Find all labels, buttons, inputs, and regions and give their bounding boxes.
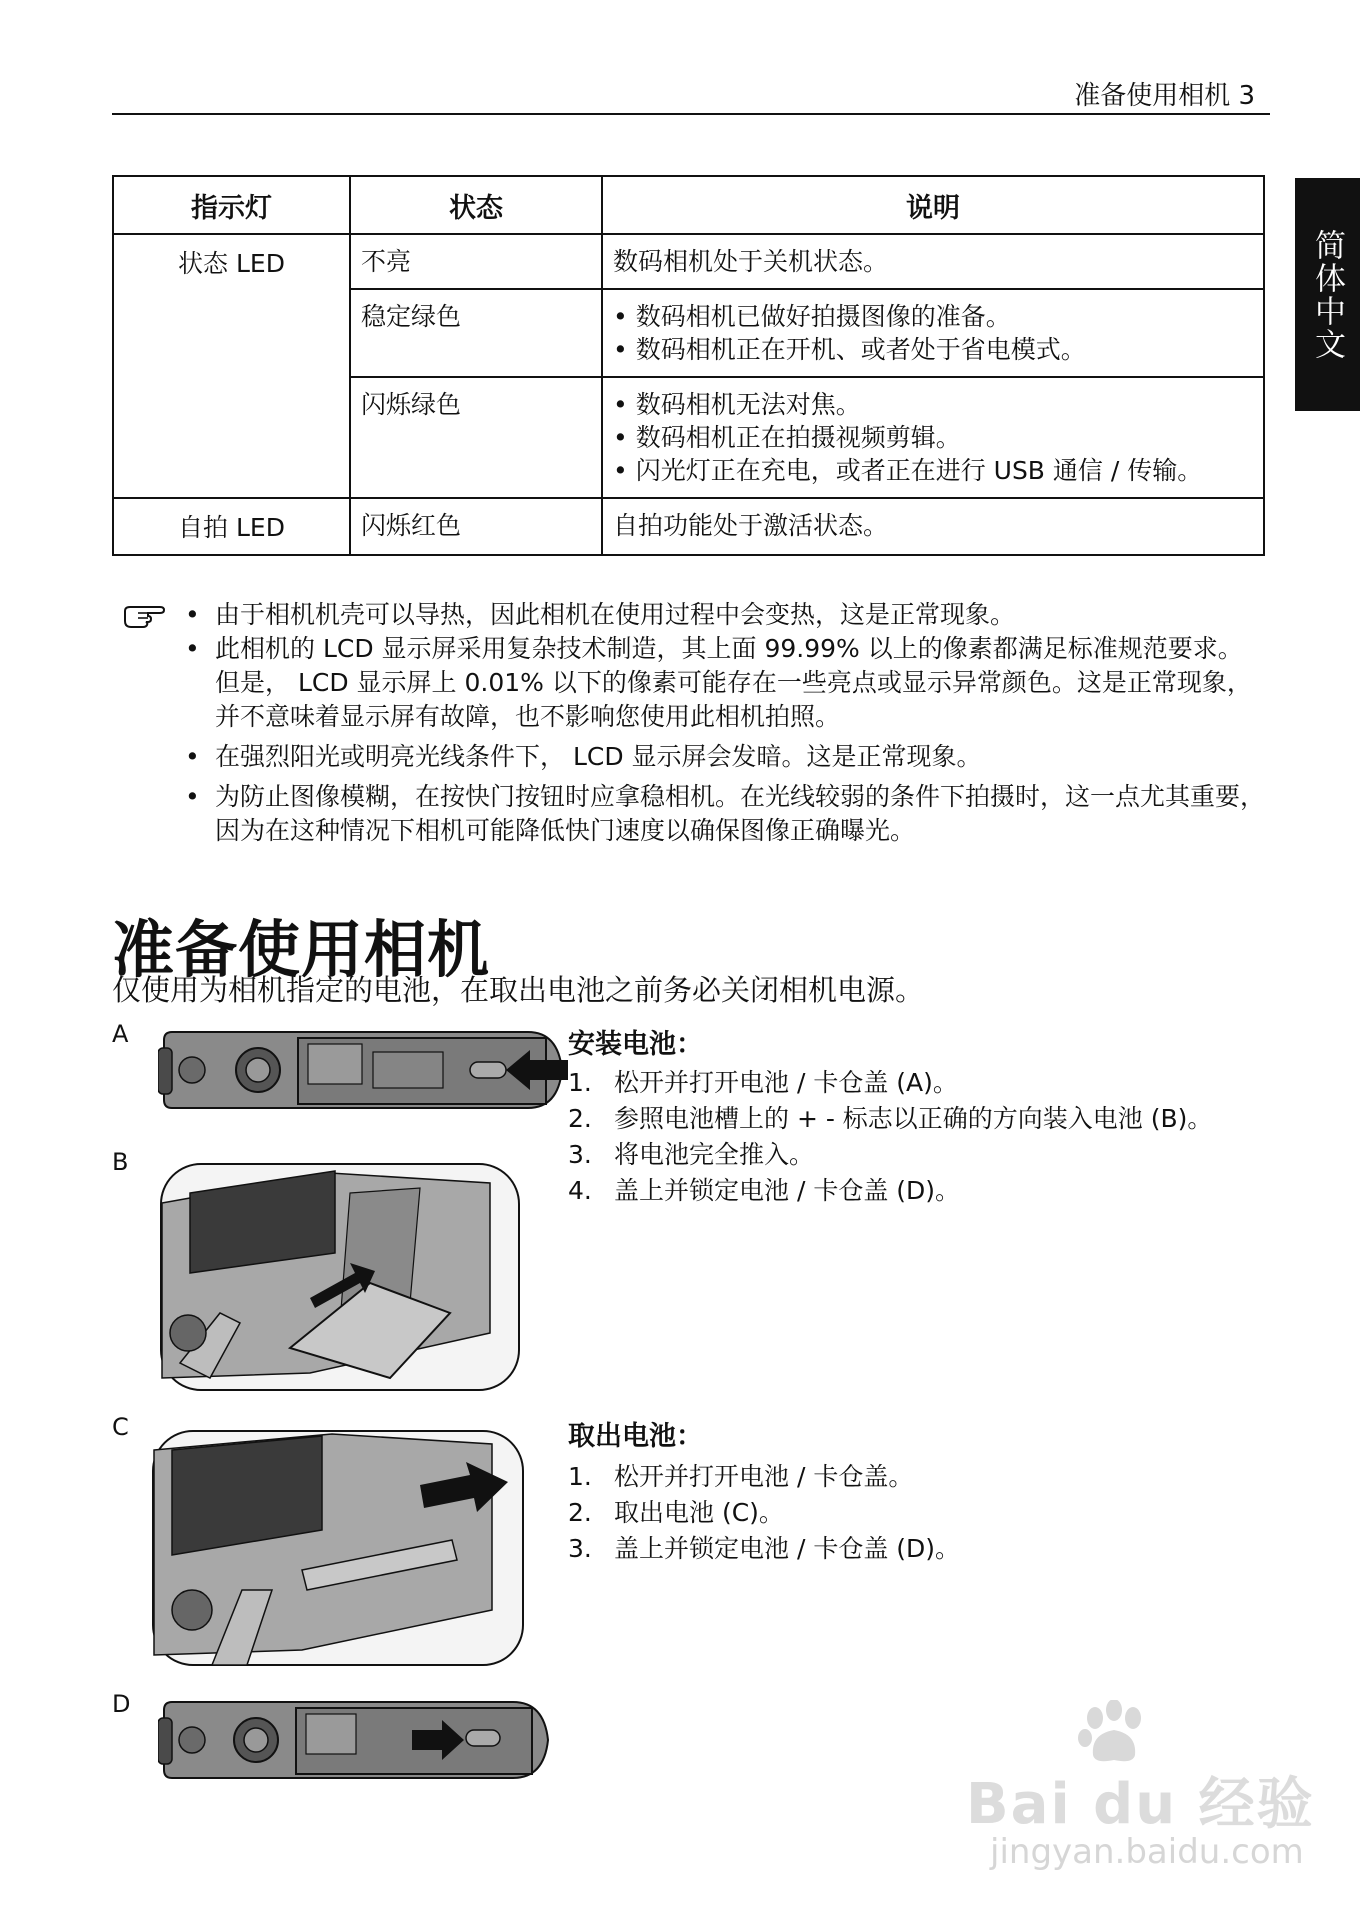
figure-label-b: B — [112, 1148, 129, 1176]
list-item — [568, 1137, 1288, 1173]
figure-a-camera-bottom — [158, 1030, 568, 1112]
remove-steps — [568, 1459, 1288, 1567]
table-header: 说明 — [602, 176, 1264, 234]
desc-line: • 数码相机正在拍摄视频剪辑。 — [613, 423, 961, 452]
list-item — [568, 1459, 1288, 1495]
section-title: 准备使用相机 — [112, 913, 491, 986]
section-subtitle: 仅使用为相机指定的电池，在取出电池之前务必关闭相机电源。 — [112, 973, 925, 1007]
figure-b-battery-insert — [160, 1163, 520, 1391]
desc-cell: 数码相机处于关机状态。 — [602, 234, 1264, 289]
led-status-table — [112, 175, 1265, 556]
step-text: 取出电池 (C)。 — [614, 1498, 784, 1527]
step-number: 1. — [568, 1462, 592, 1491]
list-item — [568, 1495, 1288, 1531]
figure-c-battery-remove — [152, 1430, 524, 1666]
step-text: 松开并打开电池 / 卡仓盖 (A)。 — [614, 1068, 958, 1097]
step-text: 松开并打开电池 / 卡仓盖。 — [614, 1462, 914, 1491]
note-item — [125, 740, 1265, 774]
list-item — [568, 1173, 1288, 1209]
notes-list — [125, 598, 1265, 848]
state-cell: 稳定绿色 — [350, 289, 602, 377]
note-bullet: • — [185, 634, 200, 663]
header-title: 准备使用相机 3 — [1074, 81, 1255, 111]
language-tab-label: 简体中文 — [1309, 228, 1345, 361]
step-text: 盖上并锁定电池 / 卡仓盖 (D)。 — [614, 1176, 961, 1205]
step-text: 参照电池槽上的 + - 标志以正确的方向装入电池 (B)。 — [614, 1104, 1213, 1133]
list-item — [568, 1065, 1288, 1101]
desc-cell — [602, 377, 1264, 498]
state-cell: 闪烁红色 — [350, 498, 602, 555]
step-number: 3. — [568, 1534, 592, 1563]
watermark-url: jingyan.baidu.com — [990, 1832, 1304, 1872]
table-header: 指示灯 — [113, 176, 350, 234]
note-text: 此相机的 LCD 显示屏采用复杂技术制造，其上面 99.99% 以上的像素都满足标准规范要求。但是， LCD 显示屏上 0.01% 以下的像素可能存在一些亮点或显示异常颜色。这是正常现象，并不意味着显示屏有故障，也不影响您使用此相机拍照。 — [215, 634, 1252, 731]
figure-label-c: C — [112, 1413, 129, 1441]
table-row — [113, 234, 1264, 289]
install-battery-section — [568, 1022, 1288, 1209]
note-bullet: • — [185, 742, 200, 771]
note-text: 由于相机机壳可以导热，因此相机在使用过程中会变热，这是正常现象。 — [215, 600, 1016, 629]
watermark-brand: Bai du 经验 — [966, 1772, 1315, 1837]
figure-d-camera-bottom — [158, 1700, 550, 1780]
step-number: 2. — [568, 1104, 592, 1133]
note-item — [125, 632, 1265, 734]
indicator-cell: 状态 LED — [113, 234, 350, 498]
figure-label-d: D — [112, 1690, 131, 1718]
note-bullet: • — [185, 600, 200, 629]
note-item — [125, 598, 1265, 632]
install-steps — [568, 1065, 1288, 1209]
desc-line: • 闪光灯正在充电，或者正在进行 USB 通信 / 传输。 — [613, 456, 1203, 485]
language-tab — [1295, 178, 1360, 411]
paw-watermark-icon — [1075, 1700, 1153, 1766]
list-item — [568, 1531, 1288, 1567]
step-text: 盖上并锁定电池 / 卡仓盖 (D)。 — [614, 1534, 961, 1563]
step-number: 1. — [568, 1068, 592, 1097]
step-number: 2. — [568, 1498, 592, 1527]
desc-cell — [602, 289, 1264, 377]
note-text: 在强烈阳光或明亮光线条件下， LCD 显示屏会发暗。这是正常现象。 — [215, 742, 982, 771]
step-text: 将电池完全推入。 — [614, 1140, 815, 1169]
step-number: 3. — [568, 1140, 592, 1169]
desc-line: • 数码相机已做好拍摄图像的准备。 — [613, 302, 1011, 331]
state-cell: 不亮 — [350, 234, 602, 289]
table-header: 状态 — [350, 176, 602, 234]
desc-cell: 自拍功能处于激活状态。 — [602, 498, 1264, 555]
remove-battery-section — [568, 1414, 1288, 1567]
indicator-cell: 自拍 LED — [113, 498, 350, 555]
note-text: 为防止图像模糊，在按快门按钮时应拿稳相机。在光线较弱的条件下拍摄时，这一点尤其重要，因为在这种情况下相机可能降低快门速度以确保图像正确曝光。 — [215, 782, 1266, 845]
state-cell: 闪烁绿色 — [350, 377, 602, 498]
list-item — [568, 1101, 1288, 1137]
step-number: 4. — [568, 1176, 592, 1205]
header-rule — [112, 113, 1270, 115]
table-row — [113, 498, 1264, 555]
desc-line: • 数码相机正在开机、或者处于省电模式。 — [613, 335, 1086, 364]
note-item — [125, 780, 1265, 848]
install-heading: 安装电池： — [568, 1029, 703, 1060]
note-bullet: • — [185, 782, 200, 811]
desc-line: • 数码相机无法对焦。 — [613, 390, 861, 419]
figure-label-a: A — [112, 1020, 129, 1048]
remove-heading: 取出电池： — [568, 1421, 703, 1452]
table-header-row — [113, 176, 1264, 234]
